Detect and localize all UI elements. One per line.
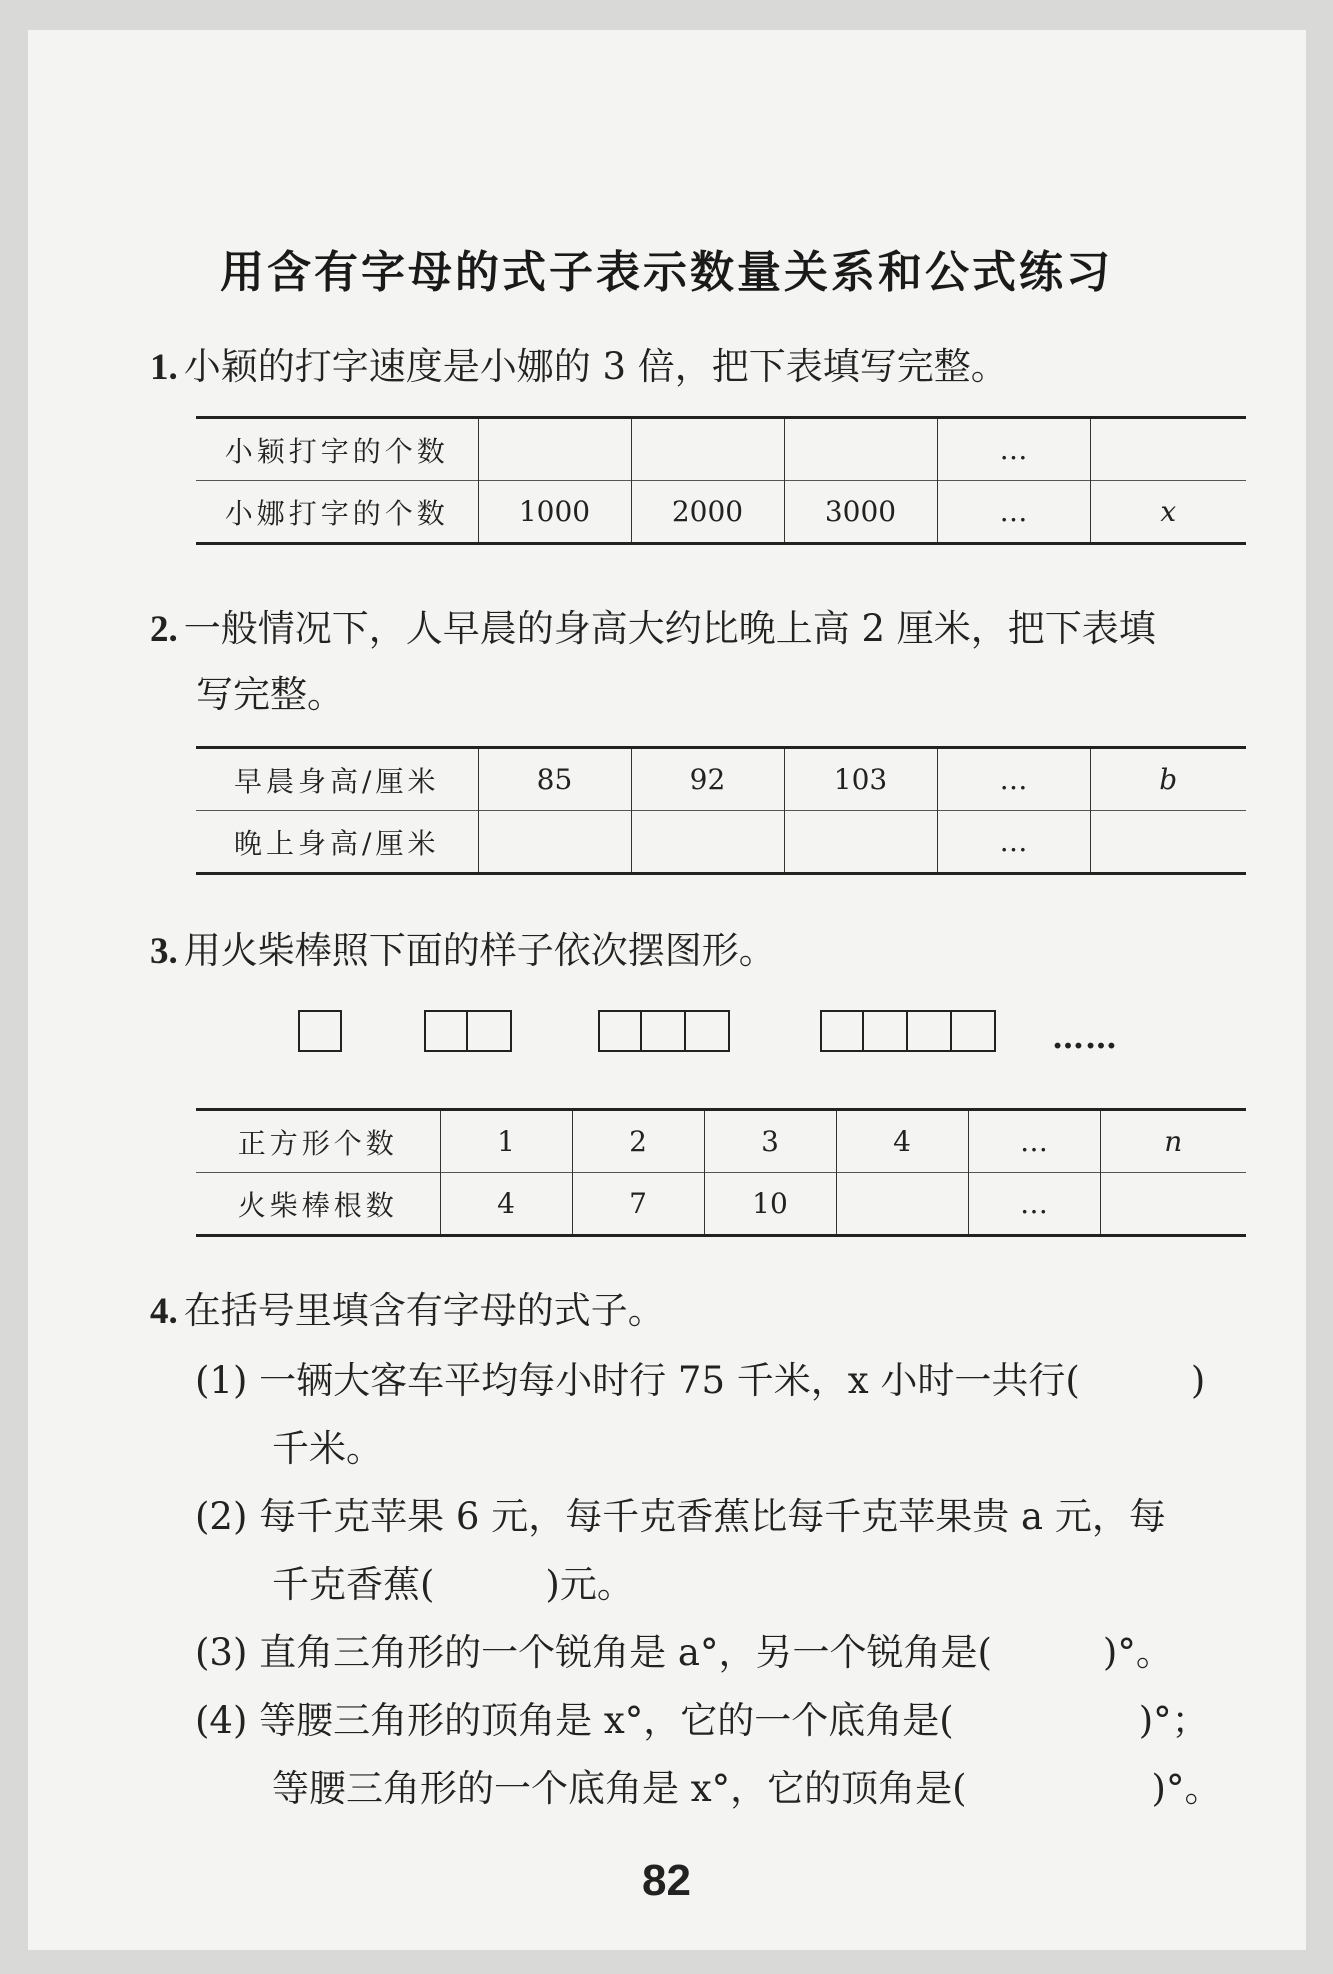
square-shape (298, 1010, 342, 1052)
question-number: 1. (150, 347, 178, 388)
square-shape (864, 1010, 908, 1052)
subquestion-4-continued: 等腰三角形的一个底角是 x°，它的顶角是( )°。 (272, 1767, 1222, 1810)
ellipsis-cell: … (937, 481, 1090, 544)
matchstick-figure-1 (298, 1010, 342, 1052)
square-shape (820, 1010, 864, 1052)
square-shape (424, 1010, 468, 1052)
table-row (196, 1110, 1246, 1173)
ellipsis-cell: … (937, 748, 1090, 811)
table-cell: n (1100, 1110, 1246, 1173)
answer-cell[interactable] (478, 418, 631, 481)
answer-cell[interactable] (784, 811, 937, 874)
matchstick-figure-2 (424, 1010, 512, 1052)
table-cell: 2 (572, 1110, 704, 1173)
ellipsis-cell: … (968, 1173, 1100, 1236)
answer-cell[interactable] (478, 811, 631, 874)
table-cell: 3000 (784, 481, 937, 544)
question-text-continued: 写完整。 (196, 673, 344, 716)
table-row (196, 418, 1246, 481)
table-cell: 103 (784, 748, 937, 811)
table-row (196, 811, 1246, 874)
table-cell: 1000 (478, 481, 631, 544)
table-row (196, 1173, 1246, 1236)
table-cell: x (1090, 481, 1246, 544)
table-cell: 85 (478, 748, 631, 811)
answer-cell[interactable] (1090, 811, 1246, 874)
row-header: 正方形个数 (196, 1110, 440, 1173)
answer-cell[interactable] (631, 418, 784, 481)
answer-cell[interactable] (836, 1173, 968, 1236)
answer-cell[interactable] (631, 811, 784, 874)
table-height (196, 746, 1246, 875)
question-1 (150, 336, 1008, 390)
subquestion-2: (2) 每千克苹果 6 元，每千克香蕉比每千克苹果贵 a 元，每 (195, 1495, 1166, 1538)
answer-cell[interactable] (1090, 418, 1246, 481)
subquestion-3: (3) 直角三角形的一个锐角是 a°，另一个锐角是( )°。 (195, 1631, 1173, 1674)
table-cell: 1 (440, 1110, 572, 1173)
answer-cell[interactable] (784, 418, 937, 481)
table-cell: b (1090, 748, 1246, 811)
table-cell: 7 (572, 1173, 704, 1236)
subquestion-4: (4) 等腰三角形的顶角是 x°，它的一个底角是( )°； (195, 1699, 1209, 1742)
question-2 (150, 598, 1156, 652)
row-header: 早晨身高/厘米 (196, 748, 478, 811)
table-cell: 2000 (631, 481, 784, 544)
table-cell: 10 (704, 1173, 836, 1236)
square-shape (468, 1010, 512, 1052)
row-header: 小颖打字的个数 (196, 418, 478, 481)
question-text: 用火柴棒照下面的样子依次摆图形。 (183, 929, 776, 972)
square-shape (686, 1010, 730, 1052)
table-row (196, 481, 1246, 544)
subquestion-1-continued: 千米。 (272, 1427, 383, 1470)
question-number: 4. (150, 1291, 178, 1332)
page-number: 82 (642, 1856, 691, 1905)
table-cell: 4 (836, 1110, 968, 1173)
table-cell: 3 (704, 1110, 836, 1173)
row-header: 晚上身高/厘米 (196, 811, 478, 874)
square-shape (908, 1010, 952, 1052)
table-row (196, 748, 1246, 811)
question-text: 一般情况下，人早晨的身高大约比晚上高 2 厘米，把下表填 (183, 607, 1156, 650)
ellipsis-cell: … (937, 418, 1090, 481)
question-number: 3. (150, 931, 178, 972)
square-shape (952, 1010, 996, 1052)
table-matchsticks (196, 1108, 1246, 1237)
table-typing (196, 416, 1246, 545)
row-header: 小娜打字的个数 (196, 481, 478, 544)
square-shape (598, 1010, 642, 1052)
question-3 (150, 920, 776, 974)
ellipsis-cell: … (968, 1110, 1100, 1173)
table-cell: 4 (440, 1173, 572, 1236)
question-text: 在括号里填含有字母的式子。 (183, 1289, 665, 1332)
answer-cell[interactable] (1100, 1173, 1246, 1236)
page-title: 用含有字母的式子表示数量关系和公式练习 (220, 247, 1113, 298)
table-cell: 92 (631, 748, 784, 811)
row-header: 火柴棒根数 (196, 1173, 440, 1236)
question-text: 小颖的打字速度是小娜的 3 倍，把下表填写完整。 (183, 345, 1008, 388)
matchstick-figure-4 (820, 1010, 996, 1052)
question-4 (150, 1280, 665, 1334)
square-shape (642, 1010, 686, 1052)
question-number: 2. (150, 609, 178, 650)
subquestion-2-continued: 千克香蕉( )元。 (272, 1563, 634, 1606)
ellipsis-cell: … (937, 811, 1090, 874)
subquestion-1: (1) 一辆大客车平均每小时行 75 千米，x 小时一共行( ) (195, 1359, 1206, 1402)
matchstick-figure-3 (598, 1010, 730, 1052)
pattern-ellipsis: …… (1052, 1018, 1118, 1056)
